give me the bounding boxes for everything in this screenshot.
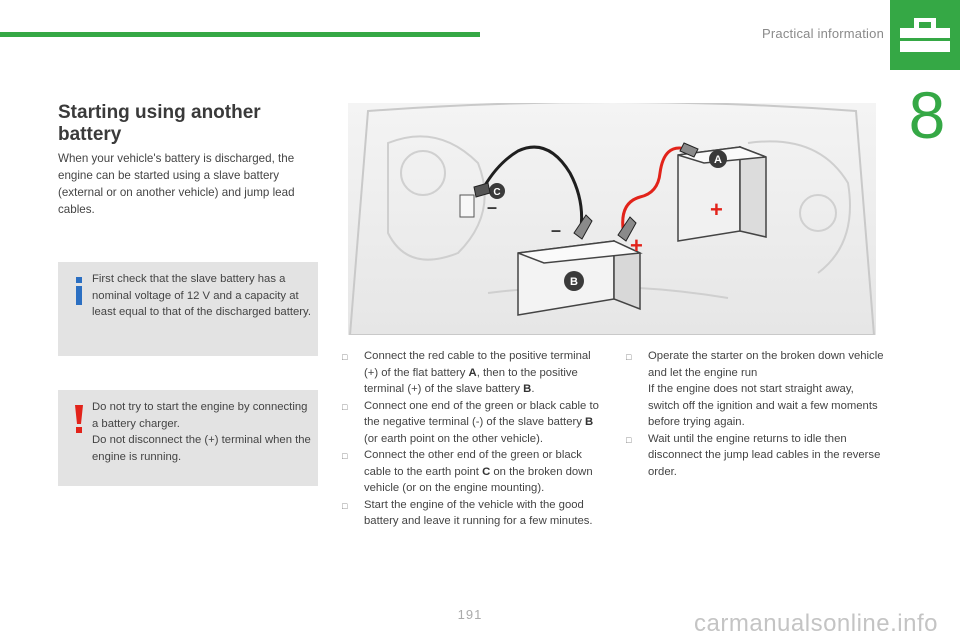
steps-right bbox=[626, 348, 886, 480]
warning-icon bbox=[72, 404, 86, 434]
info-note bbox=[58, 262, 318, 356]
section-title: Starting using another battery bbox=[58, 102, 261, 145]
label-c: C bbox=[493, 187, 501, 198]
minus-sign: – bbox=[487, 197, 498, 217]
bullet-icon: □ bbox=[342, 352, 348, 362]
list-item: □ Connect the red cable to the positive terminal (+) of the flat battery A, then to the positive terminal (+) of the slave battery B. bbox=[342, 350, 591, 395]
bullet-icon: □ bbox=[626, 352, 632, 362]
info-note-text: First check that the slave battery has a nominal voltage of 12 V and a capacity at least equal to that of the discharged battery. bbox=[92, 273, 311, 318]
info-icon bbox=[72, 276, 86, 306]
plus-sign: + bbox=[630, 233, 643, 258]
warning-note-text bbox=[92, 399, 314, 465]
label-b: B bbox=[570, 276, 578, 288]
warning-line: Do not try to start the engine by connecting a battery charger. bbox=[92, 401, 308, 430]
minus-sign: – bbox=[551, 220, 562, 240]
list-item: □ Operate the starter on the broken down vehicle and let the engine run If the engine does not start straight away, switch off the ignition and wait a few moments before trying again. bbox=[626, 350, 884, 428]
warning-note bbox=[58, 390, 318, 486]
watermark: carmanualsonline.info bbox=[694, 610, 938, 637]
chapter-title: Practical information bbox=[762, 26, 884, 41]
page-number: 191 bbox=[457, 607, 483, 622]
list-item: □ Connect one end of the green or black cable to the negative terminal (-) of the slave battery B (or earth point on the other vehicle). bbox=[342, 399, 599, 445]
plus-sign: + bbox=[710, 197, 723, 222]
steps-left bbox=[342, 348, 600, 530]
bullet-icon: □ bbox=[342, 451, 348, 461]
bullet-icon: □ bbox=[626, 434, 632, 445]
earth-point bbox=[460, 195, 474, 217]
header-rule bbox=[0, 32, 480, 37]
jump-start-illustration bbox=[348, 103, 876, 335]
bullet-icon: □ bbox=[342, 401, 348, 412]
list-item: □ Start the engine of the vehicle with the good battery and leave it running for a few minutes. bbox=[342, 498, 593, 527]
warning-line: Do not disconnect the (+) terminal when the engine is running. bbox=[92, 434, 311, 463]
section-intro: When your vehicle's battery is discharged, the engine can be started using a slave battery (external or on another vehicle) and jump lead cables. bbox=[58, 152, 295, 216]
engine-bay bbox=[348, 103, 876, 335]
toolbox-icon bbox=[890, 0, 960, 70]
label-a: A bbox=[714, 154, 722, 166]
chapter-number: 8 bbox=[908, 78, 946, 152]
bullet-icon: □ bbox=[342, 500, 348, 511]
list-item: □ Wait until the engine returns to idle then disconnect the jump lead cables in the reverse order. bbox=[626, 432, 881, 478]
list-item: □ Connect the other end of the green or black cable to the earth point C on the broken down vehicle (or on the engine mounting). bbox=[342, 449, 593, 494]
